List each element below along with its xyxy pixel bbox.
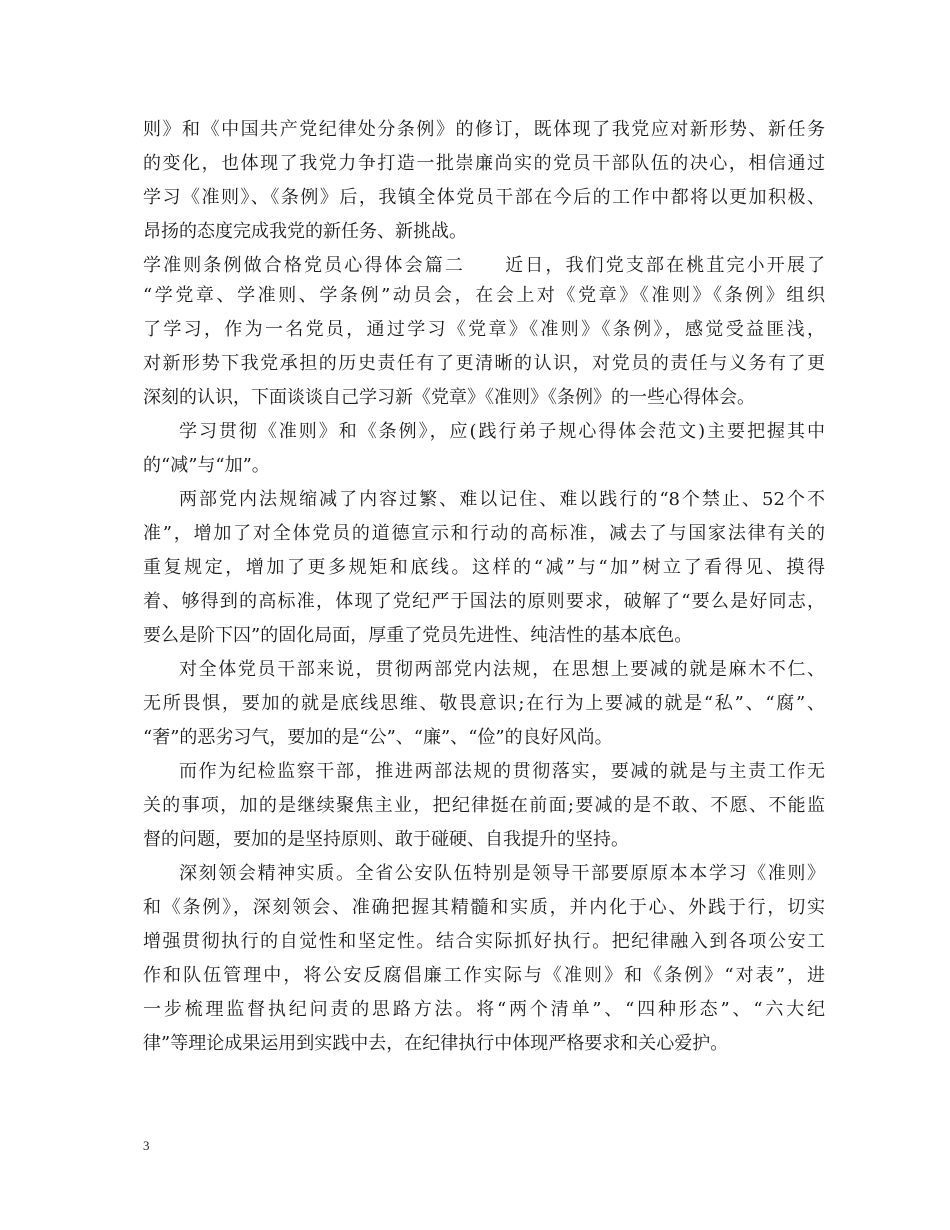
paragraph-start-line: 而作为纪检监察干部，推进两部法规的贯彻落实，要减的就是与主责工作无 xyxy=(179,761,825,782)
text-line: 的“减”与“加”。 xyxy=(143,455,270,476)
paragraph-start-line: 对全体党员干部来说，贯彻两部党内法规，在思想上要减的就是麻木不仁、 xyxy=(179,659,825,680)
paragraph-start-line: 深刻领会精神实质。全省公安队伍特别是领导干部要原原本本学习《准则》 xyxy=(179,863,825,884)
text-line: 律”等理论成果运用到实践中去，在纪律执行中体现严格要求和关心爱护。 xyxy=(143,1033,729,1054)
text-line: 昂扬的态度完成我党的新任务、新挑战。 xyxy=(143,221,467,242)
text-line: “学党章、学准则、学条例”动员会，在会上对《党章》《准则》《条例》组织 xyxy=(143,285,825,306)
text-line: 了学习，作为一名党员，通过学习《党章》《准则》《条例》，感觉受益匪浅， xyxy=(143,319,825,340)
text-line: 学习《准则》、《条例》后，我镇全体党员干部在今后的工作中都将以更加积极、 xyxy=(143,187,825,208)
section-heading-line: 学准则条例做合格党员心得体会篇二 近日，我们党支部在桃苴完小开展了 xyxy=(143,255,825,276)
document-body xyxy=(143,113,825,1061)
text-line: 对新形势下我党承担的历史责任有了更清晰的认识，对党员的责任与义务有了更 xyxy=(143,353,825,374)
text-line: 增强贯彻执行的自觉性和坚定性。结合实际抓好执行。把纪律融入到各项公安工 xyxy=(143,931,825,952)
text-line: 重复规定，增加了更多规矩和底线。这样的“减”与“加”树立了看得见、摸得 xyxy=(143,557,825,578)
page-number: 3 xyxy=(143,1138,150,1153)
text-line: 关的事项，加的是继续聚焦主业，把纪律挺在前面;要减的是不敢、不愿、不能监 xyxy=(143,795,825,816)
text-line: 一步梳理监督执纪问责的思路方法。将“两个清单”、“四种形态”、“六大纪 xyxy=(143,999,825,1020)
text-line: 和《条例》，深刻领会、准确把握其精髓和实质，并内化于心、外践于行，切实 xyxy=(143,897,825,918)
text-line: 要么是阶下囚”的固化局面，厚重了党员先进性、纯洁性的基本底色。 xyxy=(143,625,693,646)
text-line: 督的问题，要加的是坚持原则、敢于碰硬、自我提升的坚持。 xyxy=(143,829,629,850)
text-line: “奢”的恶劣习气，要加的是“公”、“廉”、“俭”的良好风尚。 xyxy=(143,727,613,748)
text-line: 准”，增加了对全体党员的道德宣示和行动的高标准，减去了与国家法律有关的 xyxy=(143,523,825,544)
text-line: 着、够得到的高标准，体现了党纪严于国法的原则要求，破解了“要么是好同志， xyxy=(143,591,825,612)
paragraph-start-line: 两部党内法规缩减了内容过繁、难以记住、难以践行的“8个禁止、52个不 xyxy=(179,489,825,510)
text-line: 无所畏惧，要加的就是底线思维、敬畏意识;在行为上要减的就是“私”、“腐”、 xyxy=(143,693,825,714)
paragraph-start-line: 学习贯彻《准则》和《条例》，应(践行弟子规心得体会范文)主要把握其中 xyxy=(179,421,825,442)
text-line: 的变化，也体现了我党力争打造一批崇廉尚实的党员干部队伍的决心，相信通过 xyxy=(143,153,825,174)
text-line: 则》和《中国共产党纪律处分条例》的修订，既体现了我党应对新形势、新任务 xyxy=(143,119,825,140)
text-line: 深刻的认识，下面谈谈自己学习新《党章》《准则》《条例》的一些心得体会。 xyxy=(143,387,755,408)
text-line: 作和队伍管理中，将公安反腐倡廉工作实际与《准则》和《条例》“对表”，进 xyxy=(143,965,825,986)
